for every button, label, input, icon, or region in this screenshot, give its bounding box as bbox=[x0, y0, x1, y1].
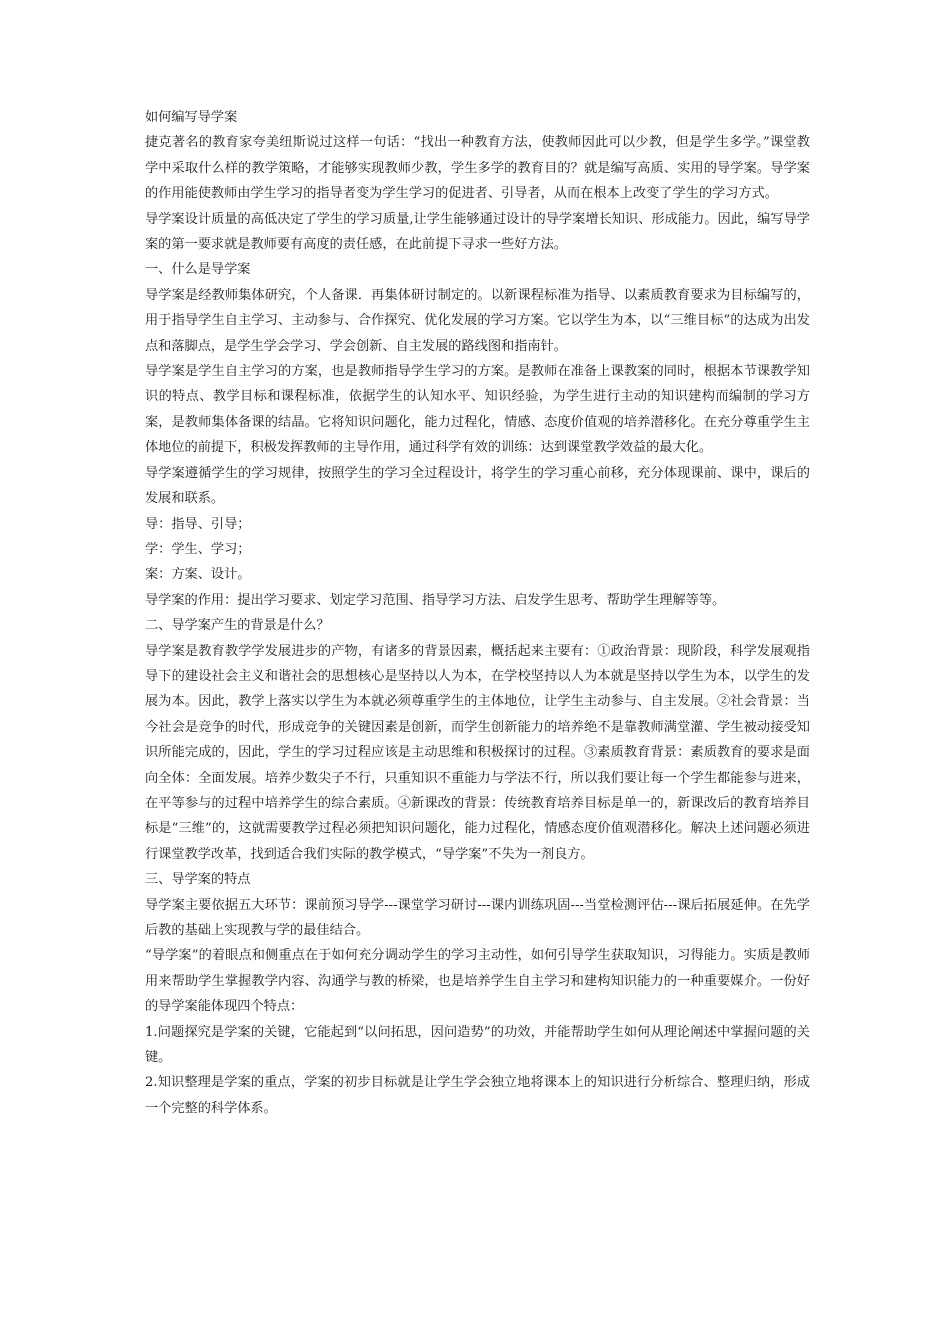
paragraph: 导学案的作用：提出学习要求、划定学习范围、指导学习方法、启发学生思考、帮助学生理解等等。 bbox=[145, 592, 726, 608]
document-body bbox=[145, 105, 810, 1121]
paragraph: 捷克著名的教育家夸美纽斯说过这样一句话：“找出一种教育方法，使教师因此可以少教，但是学生多学。”课堂教学中采取什么样的教学策略，才能够实现教师少教，学生多学的教育目的？就是编写高质、实用的导学案。导学案的作用能使教师由学生学习的指导者变为学生学习的促进者、引导者，从而在根本上改变了学生的学习方式。 bbox=[145, 135, 810, 202]
paragraph: 导学案设计质量的高低决定了学生的学习质量,让学生能够通过设计的导学案增长知识、形成能力。因此，编写导学案的第一要求就是教师要有高度的责任感，在此前提下寻求一些好方法。 bbox=[145, 211, 810, 253]
definition-line: 导：指导、引导； bbox=[145, 516, 251, 532]
definition-line: 学：学生、学习； bbox=[145, 541, 251, 557]
paragraph: “导学案”的着眼点和侧重点在于如何充分调动学生的学习主动性，如何引导学生获取知识，习得能力。实质是教师用来帮助学生掌握教学内容、沟通学与教的桥梁，也是培养学生自主学习和建构知识能力的一种重要媒介。一份好的导学案能体现四个特点： bbox=[145, 948, 810, 1015]
section-heading: 一、什么是导学案 bbox=[145, 262, 251, 278]
list-item: 1.问题探究是学案的关键，它能起到“以问拓思，因问造势”的功效，并能帮助学生如何从理论阐述中掌握问题的关键。 bbox=[145, 1024, 810, 1066]
section-heading: 二、导学案产生的背景是什么？ bbox=[145, 618, 330, 634]
paragraph: 导学案是经教师集体研究，个人备课．再集体研讨制定的。以新课程标准为指导、以素质教育要求为目标编写的，用于指导学生自主学习、主动参与、合作探究、优化发展的学习方案。它以学生为本，以“三维目标”的达成为出发点和落脚点，是学生学会学习、学会创新、自主发展的路线图和指南针。 bbox=[145, 287, 810, 354]
paragraph: 导学案是学生自主学习的方案，也是教师指导学生学习的方案。是教师在准备上课教案的同时，根据本节课教学知识的特点、教学目标和课程标准，依据学生的认知水平、知识经验，为学生进行主动的知识建构而编制的学习方案，是教师集体备课的结晶。它将知识问题化，能力过程化，情感、态度价值观的培养潜移化。在充分尊重学生主体地位的前提下，积极发挥教师的主导作用，通过科学有效的训练：达到课堂教学效益的最大化。 bbox=[145, 364, 810, 456]
section-heading: 三、导学案的特点 bbox=[145, 872, 251, 888]
paragraph: 导学案主要依据五大环节：课前预习导学---课堂学习研讨---课内训练巩固---当堂检测评估---课后拓展延伸。在先学后教的基础上实现教与学的最佳结合。 bbox=[145, 897, 810, 938]
list-item: 2.知识整理是学案的重点，学案的初步目标就是让学生学会独立地将课本上的知识进行分析综合、整理归纳，形成一个完整的科学体系。 bbox=[145, 1075, 810, 1116]
document-title: 如何编写导学案 bbox=[145, 110, 238, 125]
paragraph: 导学案遵循学生的学习规律，按照学生的学习全过程设计，将学生的学习重心前移，充分体现课前、课中，课后的发展和联系。 bbox=[145, 465, 810, 507]
paragraph: 导学案是教育教学学发展进步的产物，有诸多的背景因素，概括起来主要有：①政治背景：现阶段，科学发展观指导下的建设社会主义和谐社会的思想核心是坚持以人为本，在学校坚持以人为本就是坚持以学生为本，以学生的发展为本。因此，教学上落实以学生为本就必须尊重学生的主体地位，让学生主动参与、自主发展。②社会背景：当今社会是竞争的时代，形成竞争的关键因素是创新，而学生创新能力的培养绝不是靠教师满堂灌、学生被动接受知识所能完成的，因此，学生的学习过程应该是主动思维和积极探讨的过程。③素质教育背景：素质教育的要求是面向全体：全面发展。培养少数尖子不行，只重知识不重能力与学法不行，所以我们要让每一个学生都能参与进来，在平等参与的过程中培养学生的综合素质。④新课改的背景：传统教育培养目标是单一的，新课改后的教育培养目标是“三维”的，这就需要教学过程必须把知识问题化，能力过程化，情感态度价值观潜移化。解决上述问题必须进行课堂教学改革，找到适合我们实际的教学模式，“导学案”不失为一剂良方。 bbox=[145, 643, 810, 862]
definition-line: 案：方案、设计。 bbox=[145, 567, 251, 583]
